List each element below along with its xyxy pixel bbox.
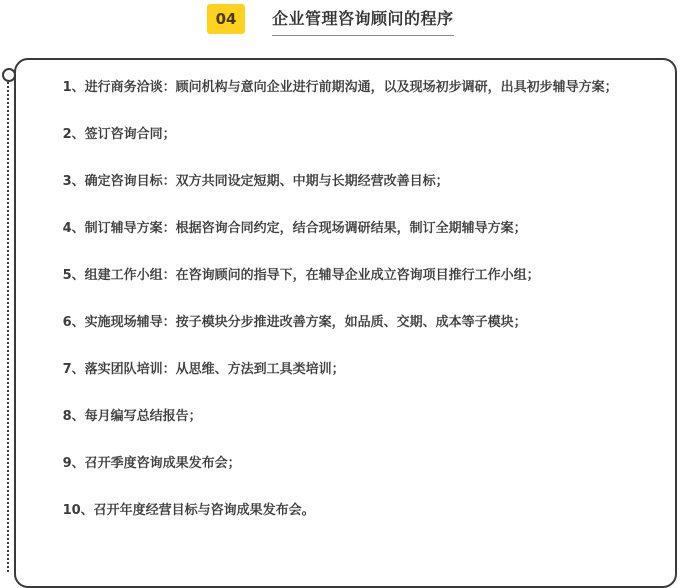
- step-item-3: 3、确定咨询目标：双方共同设定短期、中期与长期经营改善目标；: [62, 174, 449, 189]
- step-item-10: 10、召开年度经营目标与咨询成果发布会。: [62, 503, 315, 518]
- step-item-6: 6、实施现场辅导：按子模块分步推进改善方案，如品质、交期、成本等子模块；: [62, 315, 527, 330]
- section-title: 企业管理咨询顾问的程序: [272, 6, 454, 36]
- step-item-4: 4、制订辅导方案：根据咨询合同约定，结合现场调研结果，制订全期辅导方案；: [62, 221, 527, 236]
- section-header: [0, 0, 683, 48]
- steps-list: [34, 76, 666, 523]
- step-item-9: 9、召开季度咨询成果发布会；: [62, 456, 241, 471]
- step-item-2: 2、签订咨询合同；: [62, 127, 176, 142]
- step-item-8: 8、每月编写总结报告；: [62, 409, 202, 424]
- step-item-1: 1、进行商务洽谈：顾问机构与意向企业进行前期沟通，以及现场初步调研，出具初步辅导方案；: [62, 80, 618, 95]
- step-item-7: 7、落实团队培训：从思维、方法到工具类培训；: [62, 362, 345, 377]
- section-number-badge: 04: [207, 4, 245, 34]
- binder-ring-icon: [2, 68, 16, 82]
- step-item-5: 5、组建工作小组：在咨询顾问的指导下，在辅导企业成立咨询项目推行工作小组；: [62, 268, 540, 283]
- binder-dotted-rail: [7, 82, 9, 572]
